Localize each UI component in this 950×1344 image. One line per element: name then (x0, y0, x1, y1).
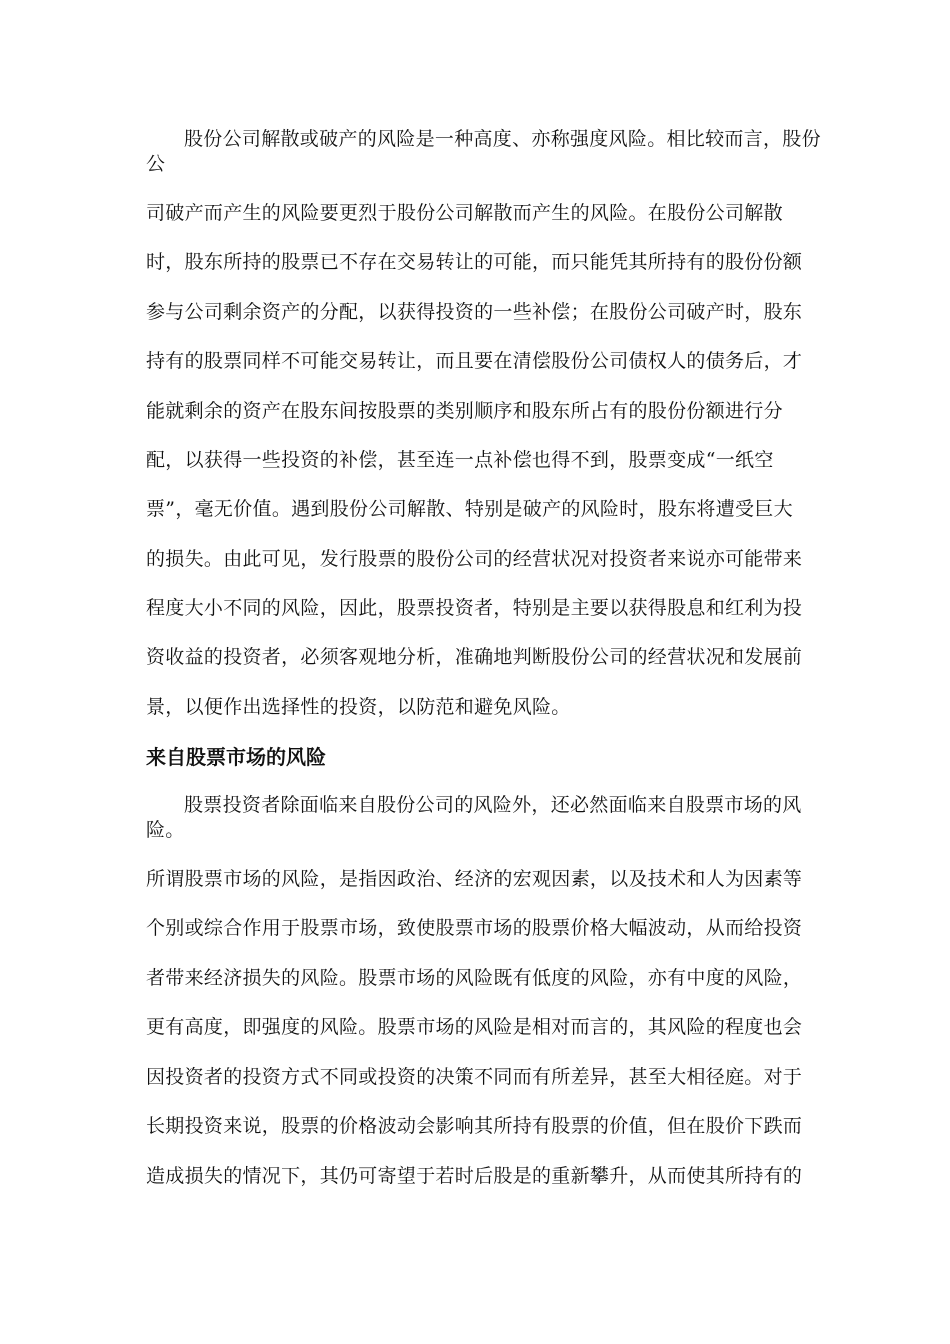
paragraph-line: 程度大小不同的风险，因此，股票投资者，特别是主要以获得股息和红利为投 (146, 597, 803, 619)
section-heading: 来自股票市场的风险 (146, 745, 326, 769)
paragraph-line: 长期投资来说，股票的价格波动会影响其所持有股票的价值，但在股价下跌而 (146, 1115, 803, 1137)
paragraph-line: 更有高度，即强度的风险。股票市场的风险是相对而言的，其风险的程度也会 (146, 1016, 803, 1038)
paragraph-line: 公 (146, 153, 166, 175)
paragraph-line: 景，以便作出选择性的投资，以防范和避免风险。 (146, 696, 571, 718)
paragraph-line: 造成损失的情况下，其仍可寄望于若时后股是的重新攀升，从而使其所持有的 (146, 1165, 803, 1187)
paragraph-line: 者带来经济损失的风险。股票市场的风险既有低度的风险，亦有中度的风险， (146, 967, 803, 989)
paragraph-line: 票”，毫无价值。遇到股份公司解散、特别是破产的风险时，股东将遭受巨大 (146, 498, 793, 520)
paragraph-line: 所谓股票市场的风险，是指因政治、经济的宏观因素，以及技术和人为因素等 (146, 868, 803, 890)
paragraph-line: 持有的股票同样不可能交易转让，而且要在清偿股份公司债权人的债务后，才 (146, 350, 803, 372)
paragraph-line: 资收益的投资者，必须客观地分析，准确地判断股份公司的经营状况和发展前 (146, 646, 803, 668)
paragraph-line: 的损失。由此可见，发行股票的股份公司的经营状况对投资者来说亦可能带来 (146, 548, 803, 570)
paragraph-line: 险。 (146, 819, 185, 841)
paragraph-line: 股份公司解散或破产的风险是一种高度、亦称强度风险。相比较而言，股份 (184, 128, 821, 150)
paragraph-line: 司破产而产生的风险要更烈于股份公司解散而产生的风险。在股份公司解散 (146, 202, 783, 224)
paragraph-line: 参与公司剩余资产的分配，以获得投资的一些补偿；在股份公司破产时，股东 (146, 301, 803, 323)
paragraph-line: 因投资者的投资方式不同或投资的决策不同而有所差异，甚至大相径庭。对于 (146, 1066, 803, 1088)
paragraph-line: 配，以获得一些投资的补偿，甚至连一点补偿也得不到，股票变成“一纸空 (146, 449, 774, 471)
paragraph-line: 时，股东所持的股票已不存在交易转让的可能，而只能凭其所持有的股份份额 (146, 251, 803, 273)
paragraph-line: 能就剩余的资产在股东间按股票的类别顺序和股东所占有的股份份额进行分 (146, 400, 783, 422)
paragraph-line: 个别或综合作用于股票市场，致使股票市场的股票价格大幅波动，从而给投资 (146, 917, 803, 939)
paragraph-line: 股票投资者除面临来自股份公司的风险外，还必然面临来自股票市场的风 (184, 794, 802, 816)
